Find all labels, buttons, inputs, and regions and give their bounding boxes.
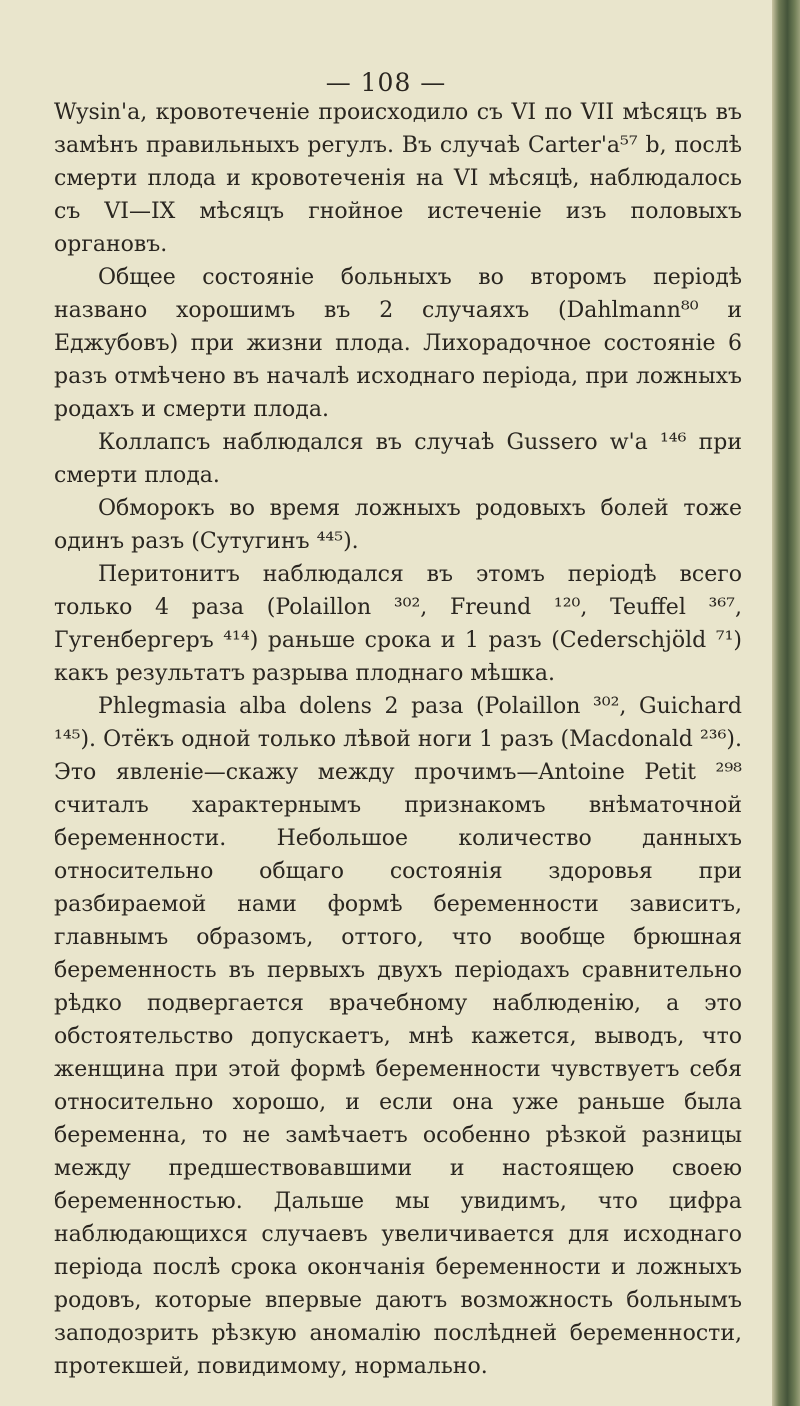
paragraph-3: Коллапсъ наблюдался въ случаѣ Gussero w'a ¹⁴⁶ при смерти плода. bbox=[54, 430, 742, 488]
paragraph-1: Wysin'a, кровотеченіе происходило съ VI по VII мѣсяцъ въ замѣнъ правильныхъ регулъ. Въ случаѣ Carter'a⁵⁷ b, послѣ смерти плода и кровотеченія на VI мѣсяцѣ, наблюдалось съ VI—IX мѣсяцъ гнойное истеченіе изъ половыхъ органовъ. bbox=[54, 100, 742, 257]
paragraph-4: Обморокъ во время ложныхъ родовыхъ болей тоже одинъ разъ (Сутугинъ ⁴⁴⁵). bbox=[54, 496, 742, 554]
body-text bbox=[54, 96, 742, 1383]
paragraph-5: Перитонитъ наблюдался въ этомъ періодѣ всего только 4 раза (Polaillon ³⁰², Freund ¹²⁰, Teuffel ³⁶⁷, Гугенбергеръ ⁴¹⁴) раньше срока и 1 разъ (Cederschjöld ⁷¹) какъ результатъ разрыва плоднаго мѣшка. bbox=[54, 562, 742, 686]
paragraph-6: Phlegmasia alba dolens 2 раза (Polaillon ³⁰², Guichard ¹⁴⁵). Отёкъ одной только лѣвой ноги 1 разъ (Macdonald ²³⁶). Это явленіе—скажу между прочимъ—Antoine Petit ²⁹⁸ считалъ характернымъ признакомъ внѣматочной беременности. Небольшое количество данныхъ относительно общаго состоянія здоровья при разбираемой нами формѣ беременности зависитъ, главнымъ образомъ, оттого, что вообще брюшная беременность въ первыхъ двухъ періодахъ сравнительно рѣдко подвергается врачебному наблюденію, а это обстоятельство допускаетъ, мнѣ кажется, выводъ, что женщина при этой формѣ беременности чувствуетъ себя относительно хорошо, и если она уже раньше была беременна, то не замѣчаетъ особенно рѣзкой разницы между предшествовавшими и настоящею своею беременностью. Дальше мы увидимъ, что цифра наблюдающихся случаевъ увеличивается для исходнаго періода послѣ срока окончанія беременности и ложныхъ родовъ, которые впервые даютъ возможность больнымъ заподозрить рѣзкую аномалію послѣдней беременности, протекшей, повидимому, нормально. bbox=[54, 694, 742, 1379]
book-binding-edge bbox=[772, 0, 800, 1406]
page-number: — 108 — bbox=[325, 68, 447, 97]
paragraph-2: Общее состояніе больныхъ во второмъ періодѣ названо хорошимъ въ 2 случаяхъ (Dahlmann⁸⁰ и Еджубовъ) при жизни плода. Лихорадочное состояніе 6 разъ отмѣчено въ началѣ исходнаго періода, при ложныхъ родахъ и смерти плода. bbox=[54, 265, 742, 422]
